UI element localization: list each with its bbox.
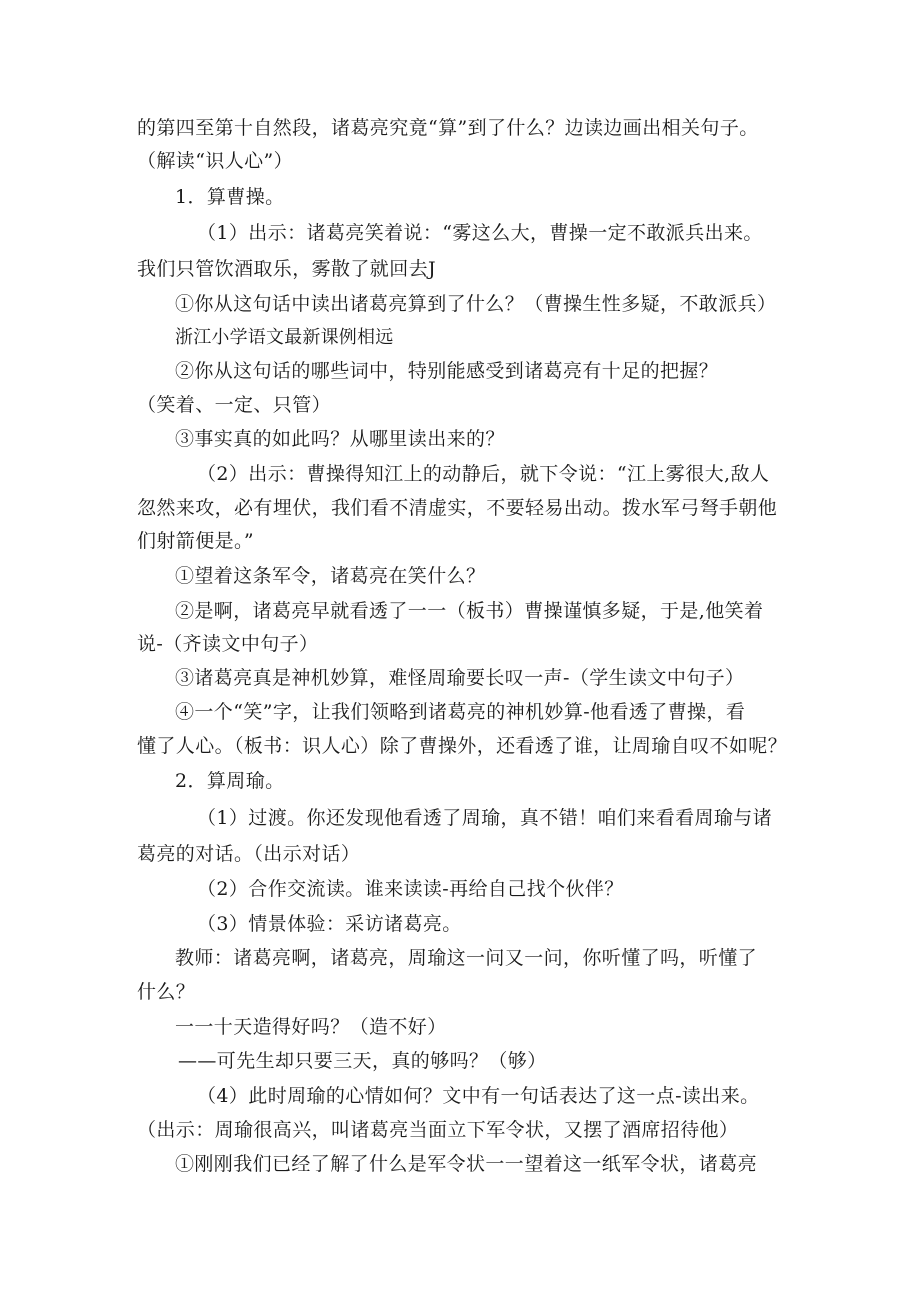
text-line: 们射箭便是。” — [137, 530, 255, 552]
section-heading: 2．算周瑜。 — [175, 770, 285, 792]
text-line: 什么？ — [137, 981, 196, 1003]
text-line: 浙江小学语文最新课例相远 — [175, 327, 394, 348]
text-line: 我们只管饮酒取乐，雾散了就回去J — [137, 258, 437, 280]
text-line: （3）情景体验：采访诸葛亮。 — [197, 913, 462, 935]
text-line: （2）出示：曹操得知江上的动静后，就下令说：“江上雾很大,敌人 — [197, 463, 770, 485]
text-line: ①你从这句话中读出诸葛亮算到了什么？（曹操生性多疑，不敢派兵） — [175, 293, 777, 315]
text-line: （2）合作交流读。谁来读读-再给自己找个伙伴？ — [197, 878, 624, 900]
text-line: 懂了人心。（板书：识人心）除了曹操外，还看透了谁，让周瑜自叹不如呢？ — [137, 735, 788, 757]
text-line: （出示：周瑜很高兴，叫诸葛亮当面立下军令状，又摆了酒席招待他） — [137, 1119, 739, 1141]
text-line: 教师：诸葛亮啊，诸葛亮，周瑜这一问又一问，你听懂了吗，听懂了 — [175, 947, 758, 969]
text-line: ③诸葛亮真是神机妙算，难怪周瑜要长叹一声-（学生读文中句子） — [175, 667, 745, 689]
text-line: ②你从这句话的哪些词中，特别能感受到诸葛亮有十足的把握？ — [175, 360, 719, 382]
text-line: ①刚刚我们已经了解了什么是军令状一一望着这一纸军令状，诸葛亮 — [175, 1153, 758, 1175]
text-line: 忽然来攻，必有埋伏，我们看不清虚实，不要轻易出动。拨水军弓弩手朝他 — [137, 497, 778, 519]
text-line: 的第四至第十自然段，诸葛亮究竟“算”到了什么？边读边画出相关句子。 — [137, 117, 759, 139]
text-line: （1）过渡。你还发现他看透了周瑜，真不错！咱们来看看周瑜与诸 — [197, 807, 773, 829]
text-line: 一一十天造得好吗？（造不好） — [175, 1016, 447, 1038]
section-heading: 1．算曹操。 — [175, 186, 285, 208]
text-line: （1）出示：诸葛亮笑着说：“雾这么大，曹操一定不敢派兵出来。 — [197, 222, 763, 244]
text-line: 说-（齐读文中句子） — [137, 633, 319, 655]
text-line: ③事实真的如此吗？从哪里读出来的？ — [175, 428, 505, 450]
text-line: ②是啊，诸葛亮早就看透了一一（板书）曹操谨慎多疑，于是,他笑着 — [175, 600, 764, 622]
text-line: ——可先生却只要三天，真的够吗？（够） — [178, 1050, 547, 1072]
text-line: （笑着、一定、只管） — [137, 394, 332, 416]
text-line: （解读“识人心”） — [137, 150, 294, 172]
text-line: ①望着这条军令，诸葛亮在笑什么？ — [175, 565, 486, 587]
text-line: ④一个“笑”字，让我们领略到诸葛亮的神机妙算-他看透了曹操，看 — [175, 701, 746, 723]
text-line: 葛亮的对话。（出示对话） — [137, 843, 361, 865]
text-line: （4）此时周瑜的心情如何？文中有一句话表达了这一点-读出来。 — [197, 1085, 760, 1107]
